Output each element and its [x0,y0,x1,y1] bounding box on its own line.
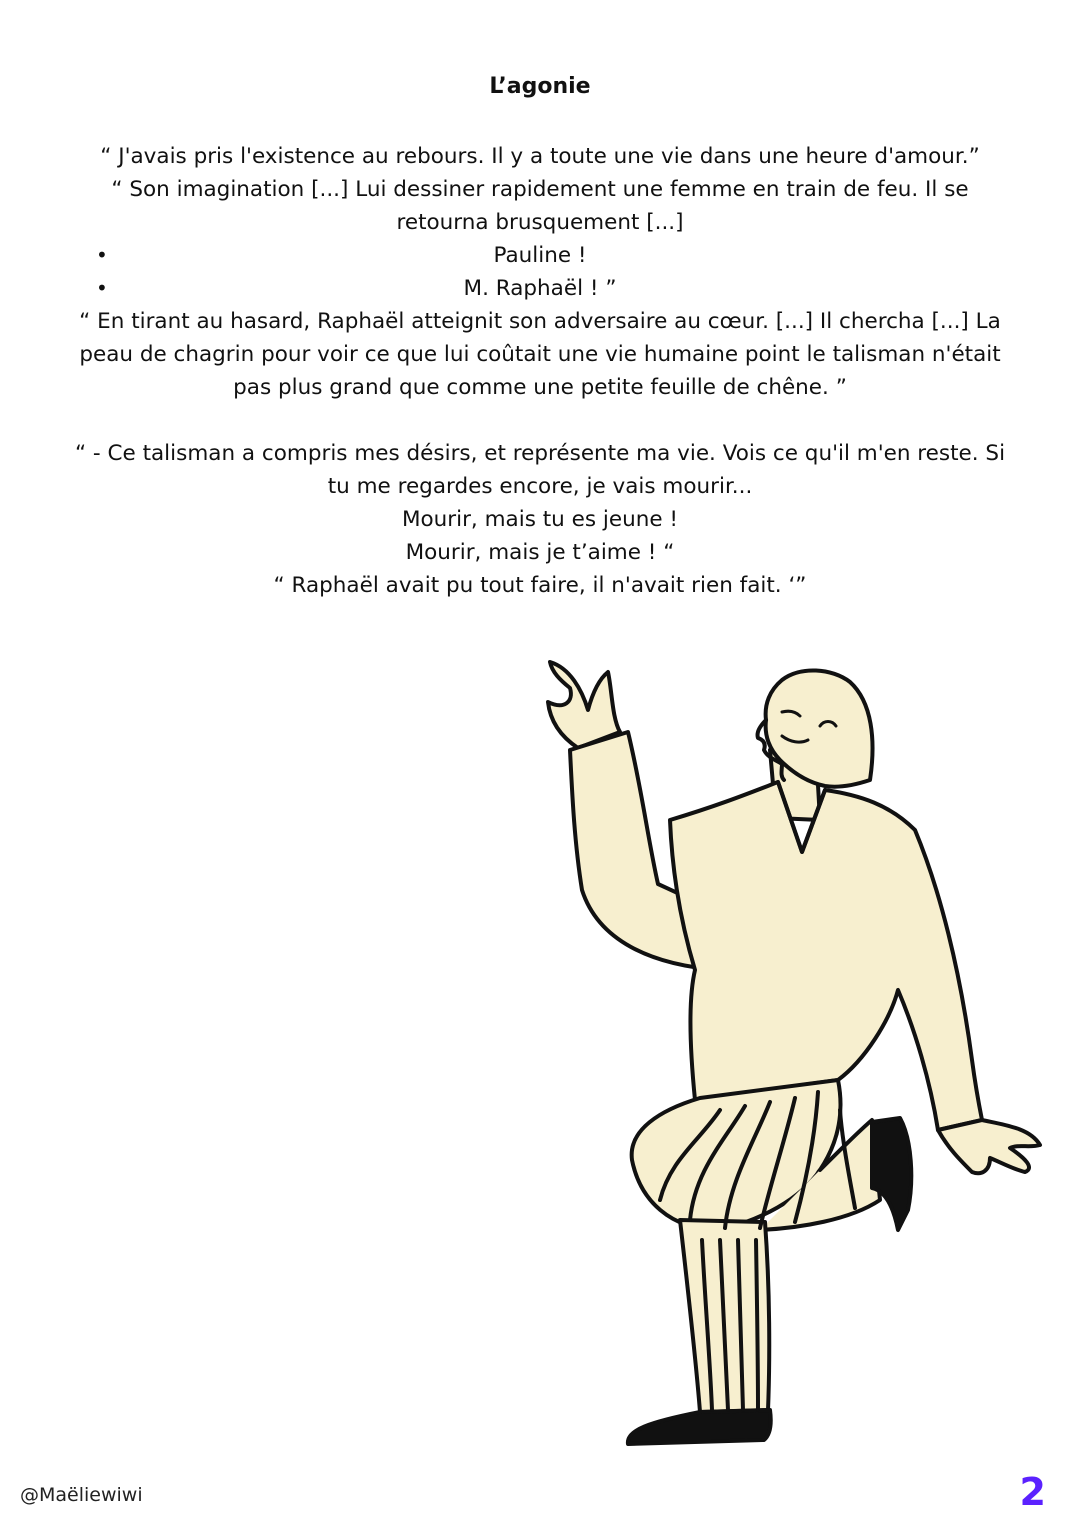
bullet-icon: • [96,243,108,267]
quote-line: “ Raphaël avait pu tout faire, il n'avait rien fait. ‘” [273,573,807,598]
bullet-icon: • [96,276,108,300]
quote-line: “ - Ce talisman a compris mes désirs, et représente ma vie. Vois ce qu'il m'en reste. Si [74,441,1006,466]
quote-line: retourna brusquement [...] [396,210,684,235]
paragraph-spacer [70,404,1010,437]
bullet-text: Pauline ! [493,243,587,268]
bullet-text: M. Raphaël ! ” [463,276,617,301]
quote-line: Mourir, mais tu es jeune ! [401,507,679,532]
quote-line: Mourir, mais je t’aime ! “ [405,540,675,565]
bullet-item [70,272,1010,305]
quote-line: tu me regardes encore, je vais mourir... [327,474,753,499]
page-number: 2 [1019,1470,1046,1514]
dancing-man-illustration [520,640,1060,1460]
quote-line: pas plus grand que comme une petite feuille de chêne. ” [233,375,847,400]
quote-line: “ J'avais pris l'existence au rebours. Il y a toute une vie dans une heure d'amour.” [100,144,980,169]
page-title: L’agonie [489,74,591,99]
bullet-item [70,239,1010,272]
quote-line: peau de chagrin pour voir ce que lui coûtait une vie humaine point le talisman n'était [79,342,1001,367]
quote-block [70,140,1010,602]
quote-line: “ En tirant au hasard, Raphaël atteignit son adversaire au cœur. [...] Il chercha [...] La [79,309,1001,334]
author-handle: @Maëliewiwi [20,1484,143,1506]
quote-line: “ Son imagination [...] Lui dessiner rapidement une femme en train de feu. Il se [111,177,969,202]
